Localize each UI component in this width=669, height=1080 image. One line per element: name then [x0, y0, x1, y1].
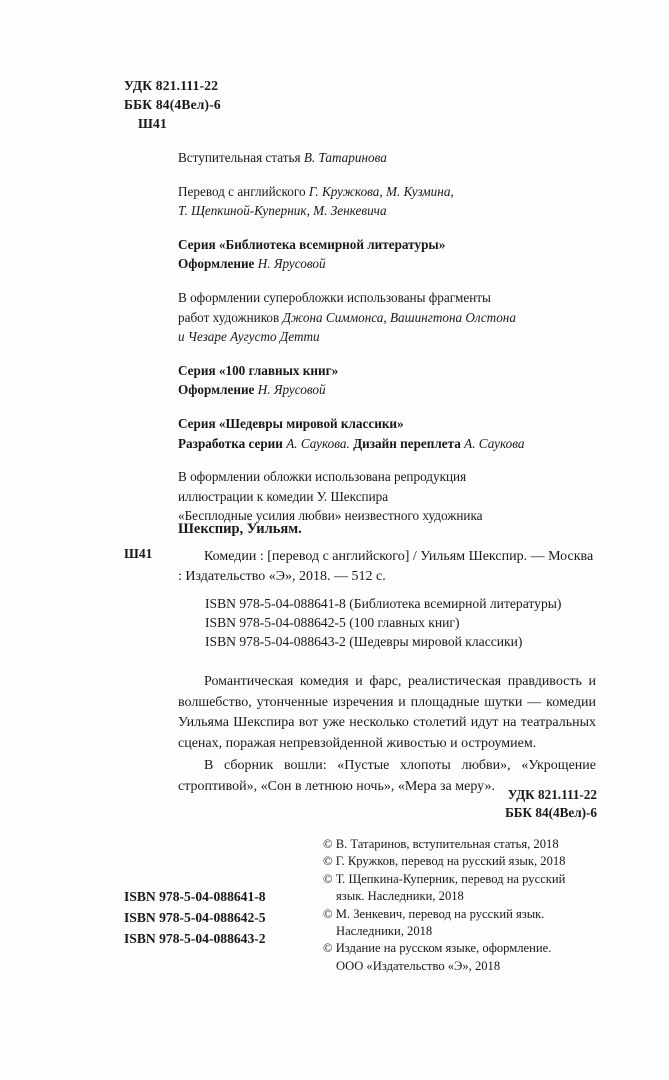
credit-line: Т. Щепкиной-Куперник, М. Зенкевича	[178, 203, 387, 219]
credit-line: работ художников Джона Симмонса, Вашингтона Олстона	[178, 309, 516, 325]
copyright-text: © Издание на русском языке, оформление.	[323, 941, 552, 956]
bbk-code: ББК 84(4Вел)-6	[124, 97, 221, 112]
credit-line: Серия «Библиотека всемирной литературы»	[178, 236, 446, 252]
credit-block	[178, 361, 578, 400]
copyright-text-continued: Наследники, 2018	[336, 924, 433, 939]
copyright-line	[323, 836, 603, 853]
isbn-list	[205, 594, 561, 651]
cip-record	[178, 519, 598, 588]
isbn-left-line: ISBN 978-5-04-088641-8	[124, 889, 266, 904]
annotation-paragraph: В сборник вошли: «Пустые хлопоты любви», «Укрощение строптивой», «Сон в летнюю ночь», «Мера за меру».	[178, 758, 596, 794]
copyright-line	[323, 871, 603, 906]
cip-author: Шекспир, Уильям.	[178, 521, 302, 537]
credit-line: Разработка серии А. Саукова. Дизайн переплета А. Саукова	[178, 435, 525, 451]
isbn-line: ISBN 978-5-04-088642-5 (100 главных книг)	[205, 615, 460, 630]
copyright-text: © В. Татаринов, вступительная статья, 2018	[323, 837, 559, 851]
cip-description: Комедии : [перевод с английского] / Уильям Шекспир. — Москва : Издательство «Э», 2018. — 512 с.	[178, 548, 594, 584]
udk-code: УДК 821.111-22	[124, 78, 219, 93]
credit-line: Оформление Н. Ярусовой	[178, 256, 326, 272]
classification-codes-repeat	[505, 786, 597, 821]
copyright-text: © М. Зенкевич, перевод на русский язык.	[323, 906, 545, 921]
classification-codes	[124, 76, 221, 133]
credit-block	[178, 148, 578, 168]
copyright-lines	[323, 836, 603, 975]
credit-line: Серия «Шедевры мировой классики»	[178, 415, 404, 431]
credit-line: Оформление Н. Ярусовой	[178, 382, 326, 398]
isbn-line: ISBN 978-5-04-088643-2 (Шедевры мировой классики)	[205, 634, 523, 649]
isbn-left-line: ISBN 978-5-04-088643-2	[124, 931, 266, 946]
cip-shelf-code: Ш41	[124, 546, 153, 561]
copyright-text-continued: язык. Наследники, 2018	[336, 889, 464, 904]
credit-line: В оформлении суперобложки использованы фрагменты	[178, 289, 491, 305]
credit-block	[178, 414, 578, 453]
credit-line: иллюстрации к комедии У. Шекспира	[178, 488, 389, 504]
credit-line: и Чезаре Аугусто Детти	[178, 329, 320, 345]
copyright-text-continued: ООО «Издательство «Э», 2018	[336, 958, 501, 973]
credit-block	[178, 467, 578, 526]
credit-line: «Бесплодные усилия любви» неизвестного художника	[178, 508, 483, 524]
copyright-text: © Т. Щепкина-Куперник, перевод на русский	[323, 871, 566, 886]
isbn-line: ISBN 978-5-04-088641-8 (Библиотека всемирной литературы)	[205, 596, 562, 611]
credit-line: Перевод с английского Г. Кружкова, М. Кузмина,	[178, 183, 454, 199]
isbn-left-line: ISBN 978-5-04-088642-5	[124, 910, 266, 925]
credits-section	[178, 148, 578, 526]
udk-code-repeat: УДК 821.111-22	[507, 787, 597, 802]
credit-block	[178, 235, 578, 274]
copyright-text: © Г. Кружков, перевод на русский язык, 2018	[323, 854, 566, 869]
copyright-line	[323, 906, 603, 941]
credit-block	[178, 288, 578, 347]
isbn-left-list	[124, 886, 266, 949]
copyright-line	[323, 940, 603, 975]
credit-block	[178, 182, 578, 221]
credit-line: Серия «100 главных книг»	[178, 362, 339, 378]
credit-line: Вступительная статья В. Татаринова	[178, 150, 387, 165]
bbk-code-repeat: ББК 84(4Вел)-6	[505, 804, 597, 820]
shelf-code: Ш41	[138, 116, 167, 131]
annotation-section	[178, 672, 596, 798]
credit-line: В оформлении обложки использована репродукция	[178, 469, 467, 485]
annotation-paragraph: Романтическая комедия и фарс, реалистическая правдивость и волшебство, утонченные изречения и площадные шутки — комедии Уильяма Шекспира вот уже несколько столетий идут на театральных сценах, поражая непревзойденной живостью и остроумием.	[178, 674, 596, 751]
copyright-line	[323, 853, 603, 870]
